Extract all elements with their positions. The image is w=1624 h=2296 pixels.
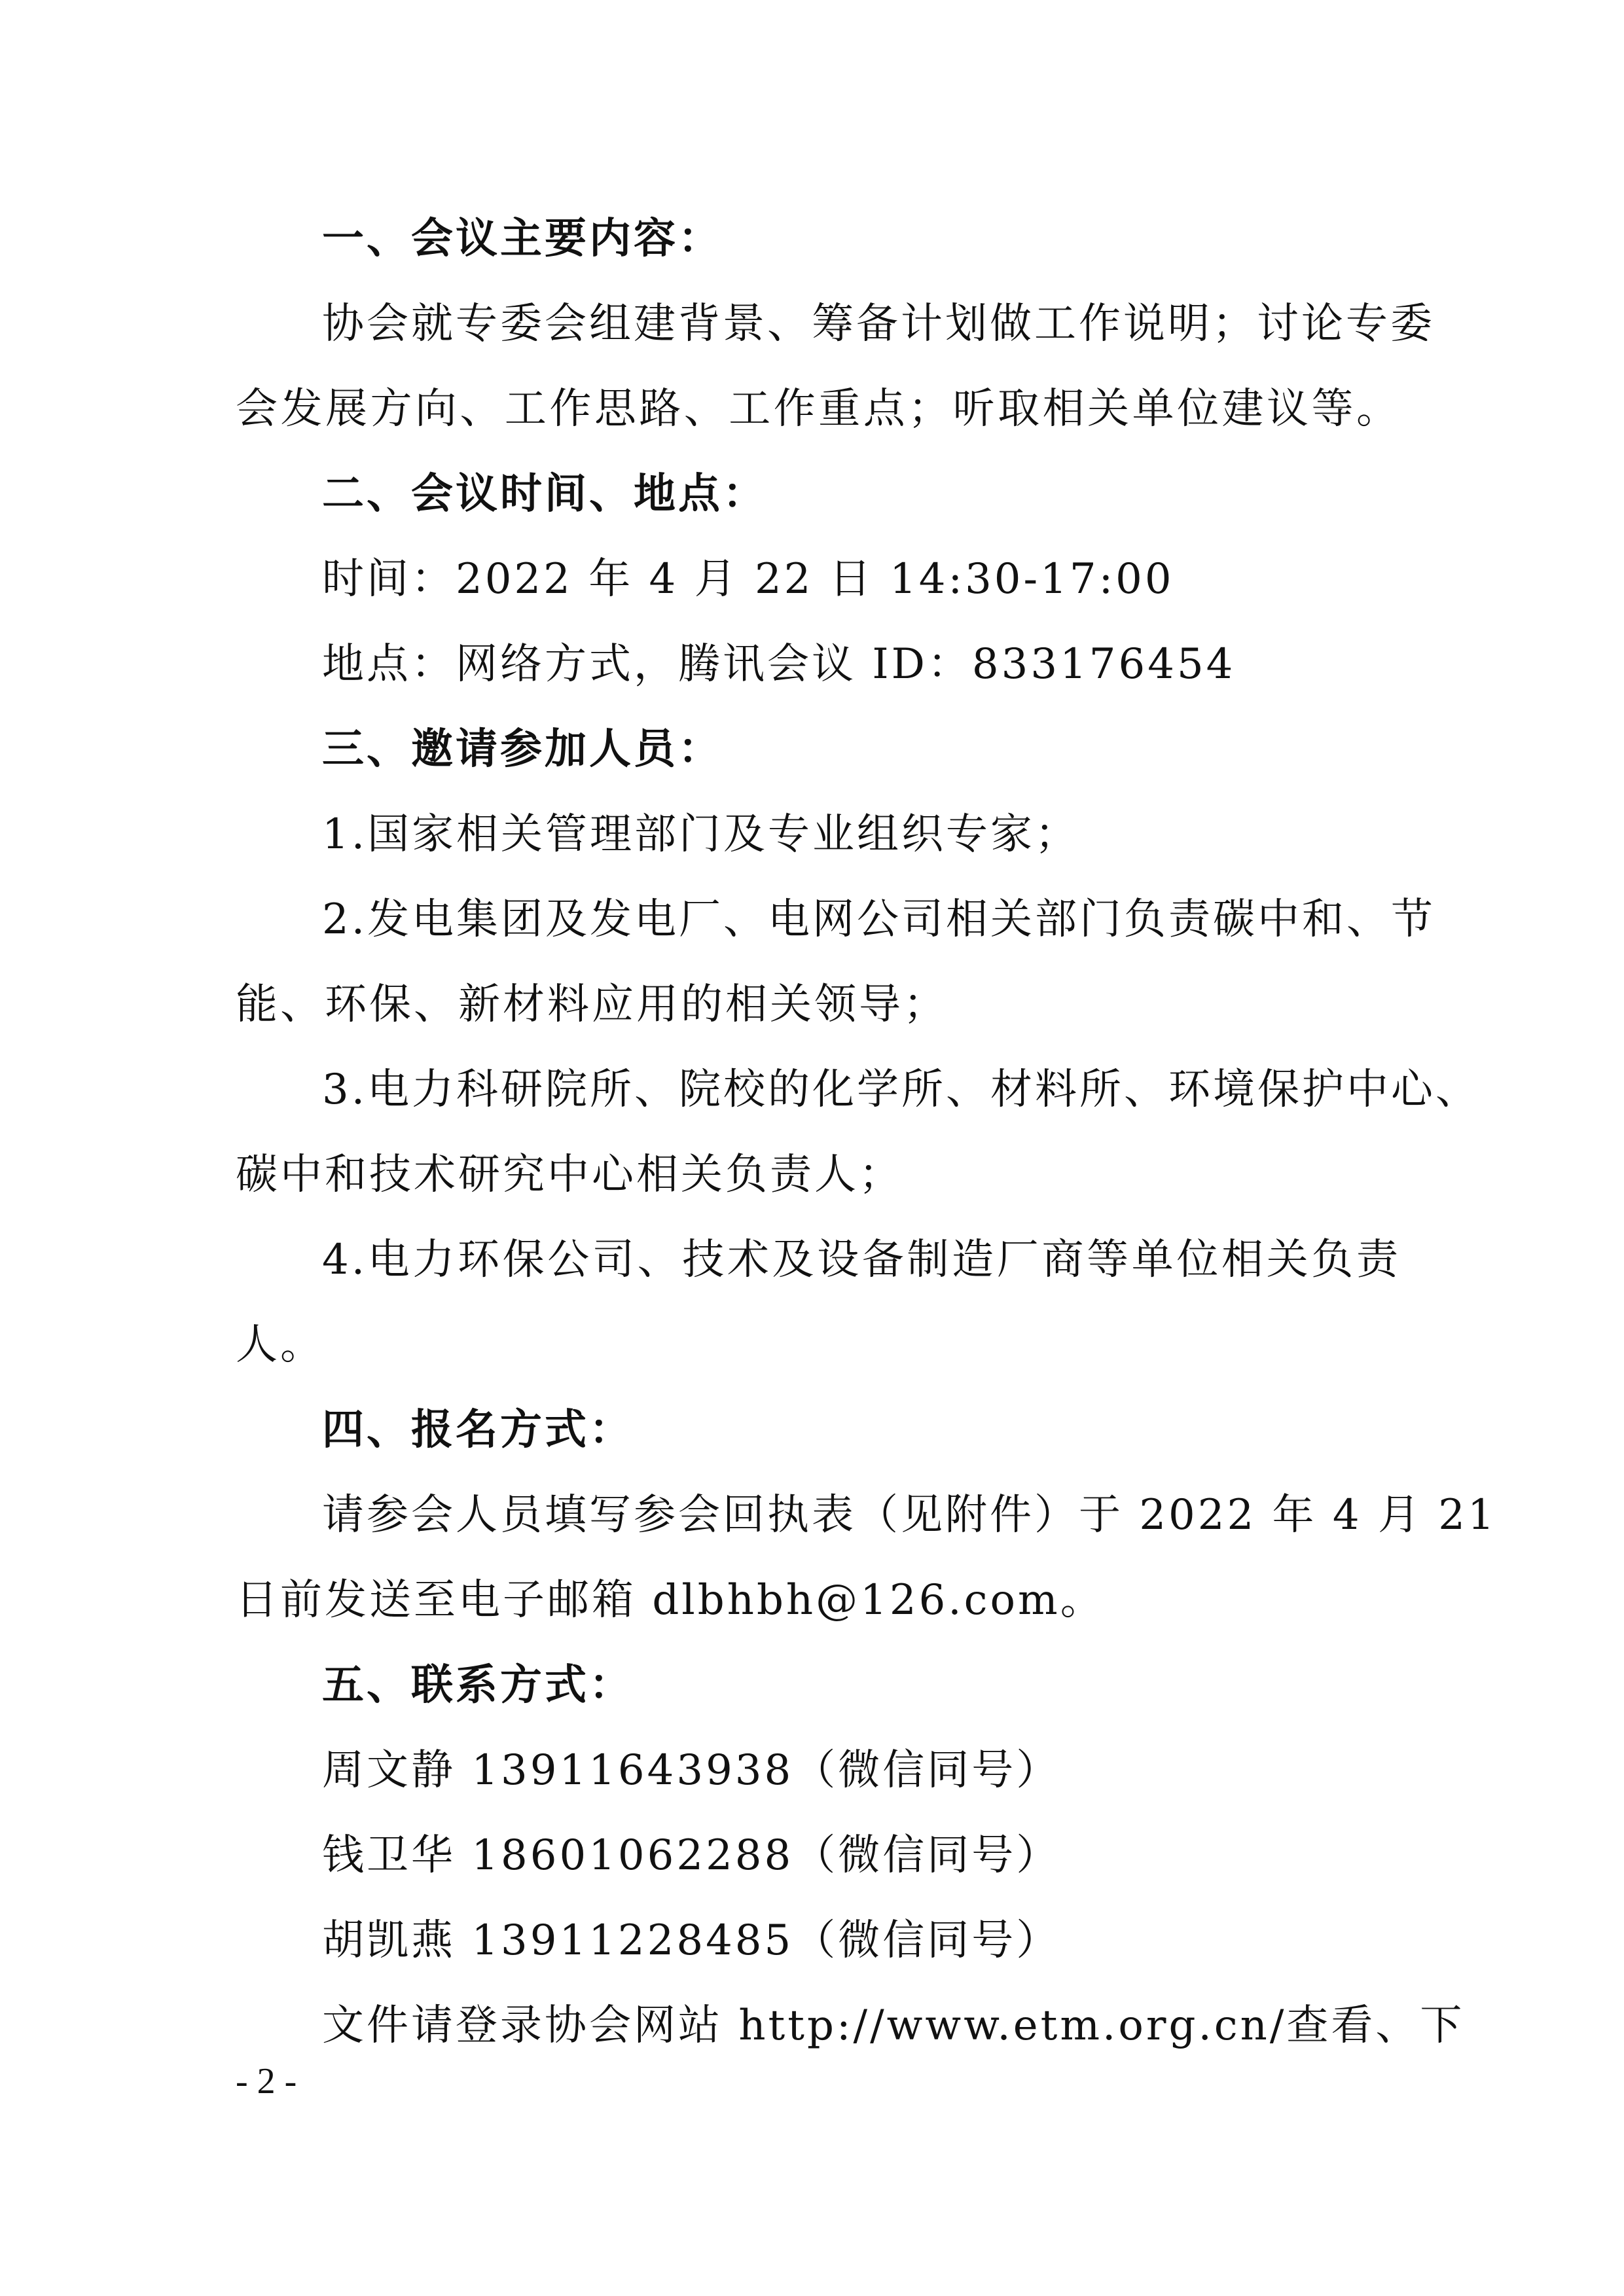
invitee-item-3-line-2: 碳中和技术研究中心相关负责人； bbox=[236, 1151, 903, 1199]
section-1-heading: 一、会议主要内容： bbox=[322, 215, 723, 263]
section-1-paragraph-line-1: 协会就专委会组建背景、筹备计划做工作说明；讨论专委 bbox=[322, 300, 1435, 348]
section-4-heading: 四、报名方式： bbox=[322, 1406, 634, 1454]
section-2-heading: 二、会议时间、地点： bbox=[322, 470, 767, 518]
invitee-item-4-line-2: 人。 bbox=[236, 1321, 325, 1369]
section-3-heading: 三、邀请参加人员： bbox=[322, 725, 723, 774]
section-1-paragraph-line-2: 会发展方向、工作思路、工作重点；听取相关单位建议等。 bbox=[236, 385, 1401, 433]
website-line: 文件请登录协会网站 http://www.etm.org.cn/查看、下 bbox=[322, 2001, 1465, 2050]
contact-2: 钱卫华 18601062288（微信同号） bbox=[322, 1831, 1061, 1880]
invitee-item-2-line-1: 2.发电集团及发电厂、电网公司相关部门负责碳中和、节 bbox=[322, 895, 1436, 944]
invitee-item-2-line-2: 能、环保、新材料应用的相关领导； bbox=[236, 980, 948, 1029]
section-5-heading: 五、联系方式： bbox=[322, 1661, 634, 1710]
meeting-place: 地点：网络方式，腾讯会议 ID：833176454 bbox=[322, 640, 1236, 689]
contact-3: 胡凯燕 13911228485（微信同号） bbox=[322, 1916, 1061, 1965]
page-number: - 2 - bbox=[236, 2061, 297, 2102]
invitee-item-4-line-1: 4.电力环保公司、技术及设备制造厂商等单位相关负责 bbox=[322, 1236, 1401, 1284]
registration-paragraph-line-1: 请参会人员填写参会回执表（见附件）于 2022 年 4 月 21 bbox=[322, 1491, 1497, 1539]
invitee-item-1: 1.国家相关管理部门及专业组织专家； bbox=[322, 810, 1080, 859]
invitee-item-3-line-1: 3.电力科研院所、院校的化学所、材料所、环境保护中心、 bbox=[322, 1066, 1481, 1114]
meeting-time: 时间：2022 年 4 月 22 日 14:30-17:00 bbox=[322, 555, 1174, 603]
registration-paragraph-line-2: 日前发送至电子邮箱 dlbhbh@126.com。 bbox=[236, 1576, 1105, 1624]
contact-1: 周文静 13911643938（微信同号） bbox=[322, 1746, 1061, 1795]
